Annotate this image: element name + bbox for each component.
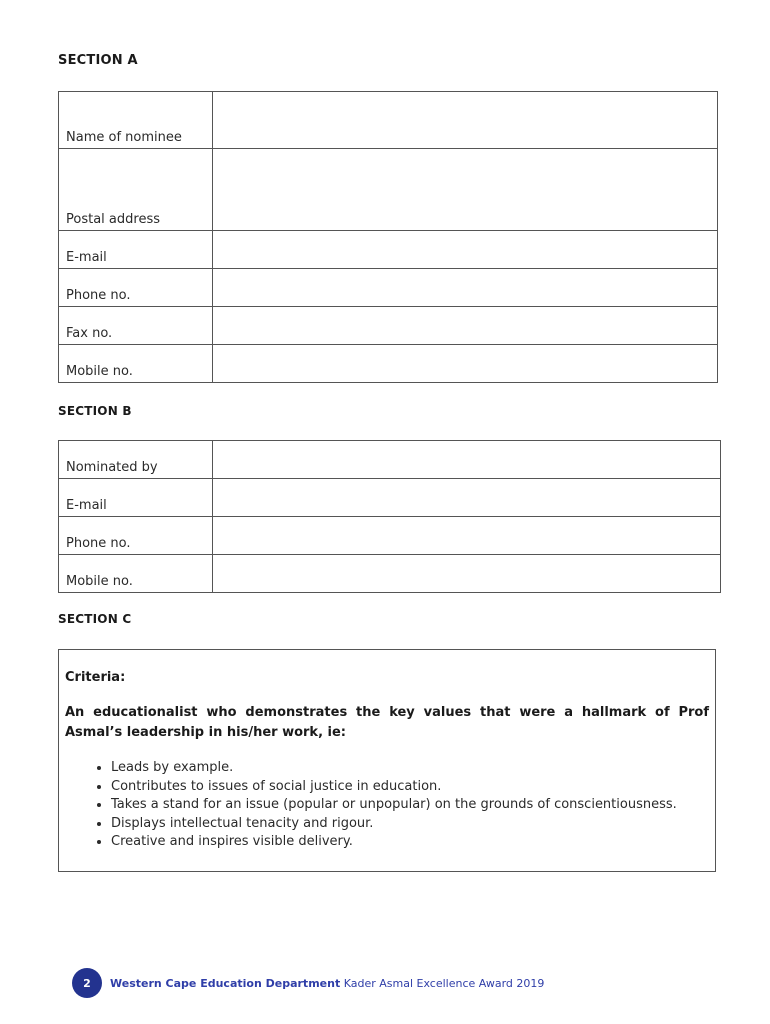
nominee-phone-field[interactable] (212, 269, 717, 307)
nominator-phone-label: Phone no. (59, 517, 213, 555)
list-item: • Displays intellectual tenacity and rigour. (111, 815, 709, 834)
nominee-name-field[interactable] (212, 92, 717, 149)
table-row (59, 479, 721, 517)
footer-award: Kader Asmal Excellence Award 2019 (343, 976, 545, 990)
criteria-box (58, 649, 716, 872)
nominator-email-label: E-mail (59, 479, 213, 517)
nominated-by-field[interactable] (213, 441, 721, 479)
table-row (59, 517, 721, 555)
criteria-title: Criteria: (65, 670, 126, 685)
nominated-by-label: Nominated by (59, 441, 213, 479)
footer-text (110, 977, 544, 990)
nominee-name-label: Name of nominee (59, 92, 213, 149)
nominee-fax-label: Fax no. (59, 307, 213, 345)
page-footer (72, 968, 544, 998)
list-item: • Takes a stand for an issue (popular or unpopular) on the grounds of conscientiousness. (111, 796, 709, 815)
table-row (59, 149, 718, 231)
nominee-fax-field[interactable] (212, 307, 717, 345)
nominator-mobile-label: Mobile no. (59, 555, 213, 593)
table-row (59, 231, 718, 269)
footer-department: Western Cape Education Department (110, 976, 341, 990)
table-row (59, 269, 718, 307)
nominee-phone-label: Phone no. (59, 269, 213, 307)
criteria-list (65, 759, 709, 852)
nominator-details-table (58, 440, 721, 593)
criteria-intro: An educationalist who demonstrates the key values that were a hallmark of Prof Asmal’s leadership in his/her work, ie: (65, 705, 709, 740)
table-row (59, 307, 718, 345)
nominee-mobile-label: Mobile no. (59, 345, 213, 383)
list-item: • Leads by example. (111, 759, 709, 778)
nominator-phone-field[interactable] (213, 517, 721, 555)
table-row (59, 345, 718, 383)
nominee-mobile-field[interactable] (212, 345, 717, 383)
nominee-email-field[interactable] (212, 231, 717, 269)
table-row (59, 92, 718, 149)
section-a-heading: SECTION A (58, 53, 138, 68)
list-item: • Creative and inspires visible delivery. (111, 833, 709, 852)
nominator-email-field[interactable] (213, 479, 721, 517)
table-row (59, 555, 721, 593)
page-number-badge: 2 (72, 968, 102, 998)
nominee-email-label: E-mail (59, 231, 213, 269)
list-item: • Contributes to issues of social justice in education. (111, 778, 709, 797)
nominee-details-table (58, 91, 718, 383)
section-c-heading: SECTION C (58, 612, 132, 626)
postal-address-label: Postal address (59, 149, 213, 231)
table-row (59, 441, 721, 479)
nominator-mobile-field[interactable] (213, 555, 721, 593)
postal-address-field[interactable] (212, 149, 717, 231)
section-b-heading: SECTION B (58, 404, 132, 418)
